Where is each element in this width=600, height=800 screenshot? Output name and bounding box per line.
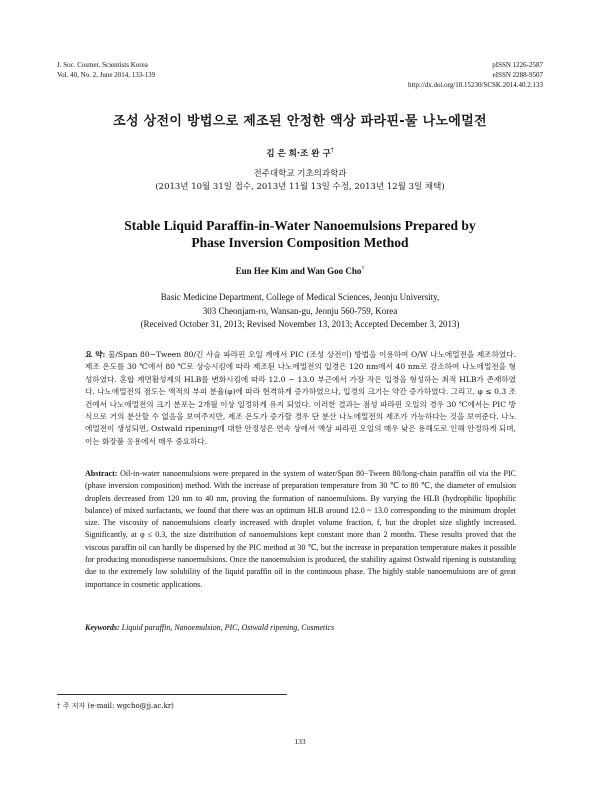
keywords-text: Liquid paraffin, Nanoemulsion, PIC, Ostwald ripening, Cosmetics — [121, 623, 335, 632]
english-affiliation-line1: Basic Medicine Department, College of Medical Sciences, Jeonju University, — [160, 292, 440, 302]
eissn: eISSN 2288-9507 — [492, 71, 543, 79]
english-affiliation-block — [57, 291, 543, 332]
korean-abstract-text: 물/Span 80−Tween 80/긴 사슬 파라핀 오일 계에서 PIC (조성 상전이) 방법을 이용하여 O/W 나노에멀전을 제조하였다. 제조 온도를 30 ℃에서 80 ℃로 상승시킴에 따라 제조된 나노에멀전의 입경은 120 nm에서 40 nm로 감소하여 나노에멀전을 형성하였다. 혼합 계면활성제의 HLB를 변화시킴에 따라 12.0 ~ 13.0 부근에서 가장 작은 입경을 형성하는 최적 HLB가 존재하였다. 나노에멀전의 점도는 액적의 부피 분율(φ)에 따라 현격하게 증가하였으나, 입경의 크기는 약간 증가하였다. 그리고, φ ≤ 0.3 조건에서 나노에멀전의 크기 분포는 2개월 이상 일정하게 유지 되었다. 이러한 결과는 점성 파라핀 오일의 경우 30 ℃에서는 PIC 방식으로 거의 분산할 수 없음을 보여주지만, 제조 온도가 증가할 경우 단 분산 나노에멀전의 제조가 가능하다는 것을 보여준다. 나노에멀전이 생성되면, Ostwald ripening에 대한 안정성은 연속 상에서 액상 파라핀 오일의 매우 낮은 용해도로 인해 안정하게 되며, 이는 화장품 응용에서 매우 중요하다. — [85, 350, 516, 446]
english-dates: (Received October 31, 2013; Revised November 13, 2013; Accepted December 3, 2013) — [140, 319, 460, 329]
volume-line: Vol. 40, No. 2, June 2014, 133-139 — [57, 71, 156, 79]
english-abstract-text: Oil-in-water nanoemulsions were prepared in the system of water/Span 80−Tween 80/long-chain paraffin oil via the PIC (phase inversion composition) method. With the increase of preparation temperature from 30 ℃ to 80 ℃, the diameter of emulsion droplets decreased from 120 nm to 40 nm, proving the formation of nanoemulsions. By varying the HLB (hydrophilic lipophilic balance) of mixed surfactants, we found that there was an optimum HLB around 12.0 ~ 13.0 corresponding to the minimum droplet size. The viscosity of nanoemulsions clearly increased with droplet volume fraction, f, but the droplet size slightly increased. Significantly, at φ ≤ 0.3, the size distribution of nanoemulsions kept constant more than 2 months. These results proved that the viscous paraffin oil can hardly be dispersed by the PIC method at 30 ℃, but the increase in preparation temperature makes it possible for producing monodisperse nanoemulsions. Once the nanoemulsion is produced, the stability against Ostwald ripening is outstanding due to the extremely low solubility of the liquid paraffin oil in the continuous phase. The highly stable nanoemulsions are of great importance in cosmetic applications. — [85, 469, 517, 589]
korean-abstract-label: 요 약: — [85, 350, 106, 359]
korean-title: 조성 상전이 방법으로 제조된 안정한 액상 파라핀-물 나노에멀전 — [113, 114, 487, 129]
english-abstract-label: Abstract: — [85, 469, 118, 478]
korean-abstract — [85, 349, 516, 448]
english-author-names: Eun Hee Kim and Wan Goo Cho — [235, 266, 362, 276]
pissn: pISSN 1226-2587 — [492, 61, 543, 69]
korean-affiliation: 전주대학교 기초의과학과 — [253, 169, 347, 179]
keywords — [85, 623, 516, 632]
corresponding-author-footnote: † 주 저자 (e-mail: wgcho@jj.ac.kr) — [57, 702, 174, 710]
footnote-divider — [57, 694, 287, 695]
journal-header-left — [57, 60, 155, 80]
english-authors — [57, 266, 543, 276]
journal-header-right — [408, 60, 543, 90]
english-affiliation-line2: 303 Cheonjam-ro, Wansan-gu, Jeonju 560-759, Korea — [202, 305, 398, 316]
journal-name: J. Soc. Cosmet. Scientists Korea — [57, 61, 148, 69]
korean-affiliation-block — [57, 168, 543, 194]
korean-author-mark: † — [330, 147, 334, 155]
english-abstract — [85, 468, 516, 591]
english-title-line1: Stable Liquid Paraffin-in-Water Nanoemulsions Prepared by — [124, 218, 476, 233]
english-title — [57, 217, 543, 251]
keywords-label: Keywords: — [85, 623, 120, 632]
page-number: 133 — [294, 737, 306, 746]
english-title-line2: Phase Inversion Composition Method — [191, 235, 409, 250]
korean-author-names: 김 은 희·조 완 구 — [266, 149, 331, 159]
doi-link[interactable]: http://dx.doi.org/10.15230/SCSK.2014.40.2.133 — [407, 81, 543, 89]
korean-dates: (2013년 10월 31일 접수, 2013년 11월 13일 수정, 2013년 12월 3일 채택) — [155, 182, 445, 192]
korean-authors — [57, 147, 543, 159]
english-author-mark: † — [361, 266, 365, 272]
